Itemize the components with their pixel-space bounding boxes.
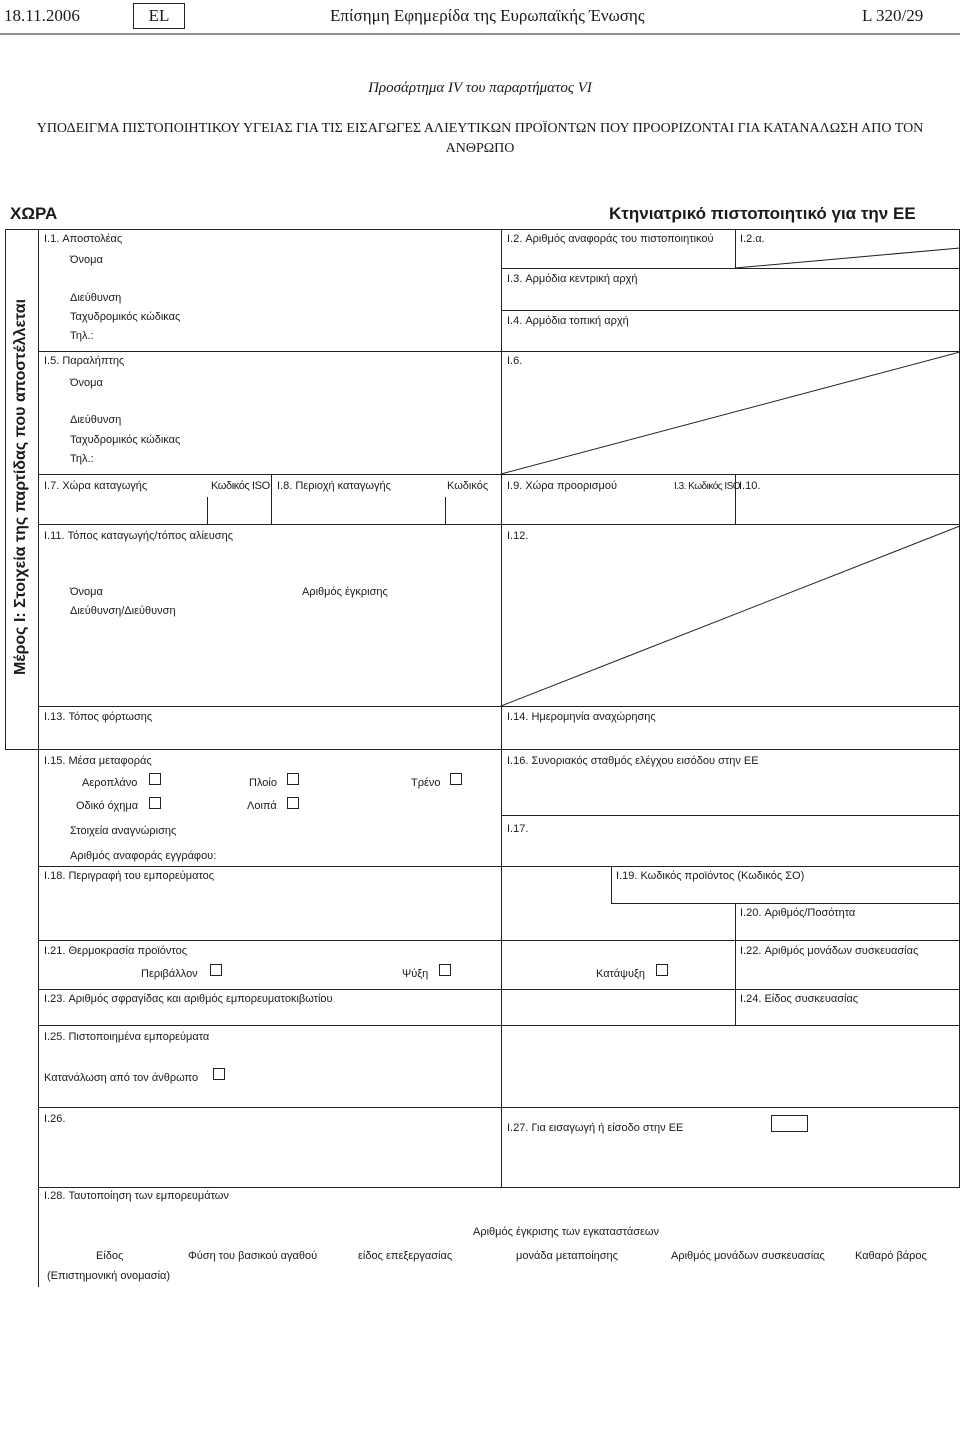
field-i25: I.25. Πιστοποιημένα εμπορεύματα — [44, 1031, 210, 1043]
i15-other-checkbox[interactable] — [287, 797, 299, 809]
i28-approval-number: Αριθμός έγκρισης των εγκαταστάσεων — [473, 1226, 659, 1238]
i15-road-checkbox[interactable] — [149, 797, 161, 809]
field-i17: I.17. — [507, 823, 529, 835]
i11-name: Όνομα — [70, 586, 103, 598]
i15-ship-label: Πλοίο — [249, 777, 277, 789]
part-one-side-label: Μέρος I: Στοιχεία της παρτίδας που αποστέλλεται — [12, 298, 29, 676]
field-i10: I.10. — [739, 480, 761, 492]
i15-identification: Στοιχεία αναγνώρισης — [70, 825, 177, 837]
i21-chilled-label: Ψύξη — [402, 968, 429, 980]
field-i21: I.21. Θερμοκρασία προϊόντος — [44, 945, 188, 957]
field-i20: I.20. Αριθμός/Ποσότητα — [740, 907, 856, 919]
i28-col-commodity: Φύση του βασικού αγαθού — [188, 1250, 318, 1262]
i15-plane-checkbox[interactable] — [149, 773, 161, 785]
field-i13: I.13. Τόπος φόρτωσης — [44, 711, 153, 723]
field-i5: I.5. Παραλήπτης — [44, 355, 125, 367]
i28-scientific-name: (Επιστημονική ονομασία) — [47, 1270, 171, 1282]
field-i16: I.16. Συνοριακός σταθμός ελέγχου εισόδου στην ΕΕ — [507, 755, 759, 767]
field-i15: I.15. Μέσα μεταφοράς — [44, 755, 152, 767]
i28-col-packages: Αριθμός μονάδων συσκευασίας — [671, 1250, 825, 1262]
main-title-line2: ΑΝΘΡΩΠΟ — [445, 141, 515, 156]
i15-train-checkbox[interactable] — [450, 773, 462, 785]
field-i9: I.9. Χώρα προορισμού — [507, 480, 617, 492]
i5-name: Όνομα — [70, 377, 103, 389]
field-i12: I.12. — [507, 530, 529, 542]
field-i8: I.8. Περιοχή καταγωγής — [277, 480, 391, 492]
i15-plane-label: Αεροπλάνο — [82, 777, 138, 789]
i28-col-treatment: είδος επεξεργασίας — [358, 1250, 453, 1262]
language-box: EL — [133, 3, 185, 29]
journal-name: Επίσημη Εφημερίδα της Ευρωπαϊκής Ένωσης — [330, 6, 645, 25]
field-i27: I.27. Για εισαγωγή ή είσοδο στην ΕΕ — [507, 1122, 684, 1134]
i9-iso-code: I.3. Κωδικός ISO — [674, 481, 741, 492]
country-label: ΧΩΡΑ — [10, 204, 58, 223]
field-i28: I.28. Ταυτοποίηση των εμπορευμάτων — [44, 1190, 229, 1202]
i21-frozen-label: Κατάψυξη — [596, 968, 646, 980]
i15-road-label: Οδικό όχημα — [76, 800, 139, 812]
i25-human-consumption-label: Κατανάλωση από τον άνθρωπο — [44, 1072, 199, 1084]
i5-postal-code: Ταχυδρομικός κώδικας — [70, 434, 181, 446]
i15-other-label: Λοιπά — [247, 800, 277, 812]
i21-ambient-checkbox[interactable] — [210, 964, 222, 976]
certificate-title: Κτηνιατρικό πιστοποιητικό για την ΕΕ — [609, 204, 916, 223]
i1-postal-code: Ταχυδρομικός κώδικας — [70, 311, 181, 323]
i15-ship-checkbox[interactable] — [287, 773, 299, 785]
i15-train-label: Τρένο — [411, 777, 441, 789]
i1-address: Διεύθυνση — [70, 292, 122, 304]
field-i24: I.24. Είδος συσκευασίας — [740, 993, 859, 1005]
i28-col-plant: μονάδα μεταποίησης — [516, 1250, 618, 1262]
i7-iso-code: Κωδικός ISO — [211, 480, 270, 492]
i21-frozen-checkbox[interactable] — [656, 964, 668, 976]
i11-address: Διεύθυνση/Διεύθυνση — [70, 605, 176, 617]
i25-human-consumption-checkbox[interactable] — [213, 1068, 225, 1080]
i21-ambient-label: Περιβάλλον — [141, 968, 198, 980]
field-i22: I.22. Αριθμός μονάδων συσκευασίας — [740, 945, 919, 957]
field-i26: I.26. — [44, 1113, 66, 1125]
field-i2a: I.2.α. — [740, 233, 765, 245]
appendix-title: Προσάρτημα IV του παραρτήματος VI — [368, 80, 592, 96]
i28-col-net-weight: Καθαρό βάρος — [855, 1250, 927, 1262]
i5-address: Διεύθυνση — [70, 414, 122, 426]
i28-col-species: Είδος — [96, 1250, 124, 1262]
i1-name: Όνομα — [70, 254, 103, 266]
i11-approval-number: Αριθμός έγκρισης — [302, 586, 388, 598]
i8-code: Κωδικός — [447, 480, 489, 492]
field-i2: I.2. Αριθμός αναφοράς του πιστοποιητικού — [507, 233, 714, 245]
field-i23: I.23. Αριθμός σφραγίδας και αριθμός εμπορευματοκιβωτίου — [44, 993, 333, 1005]
i15-document-reference: Αριθμός αναφοράς εγγράφου: — [70, 850, 217, 862]
field-i3: I.3. Αρμόδια κεντρική αρχή — [507, 273, 638, 285]
field-i4: I.4. Αρμόδια τοπική αρχή — [507, 315, 629, 327]
field-i14: I.14. Ημερομηνία αναχώρησης — [507, 711, 656, 723]
field-i1: I.1. Αποστολέας — [44, 233, 123, 245]
field-i7: I.7. Χώρα καταγωγής — [44, 480, 148, 492]
i1-phone: Τηλ.: — [70, 330, 94, 342]
i5-phone: Τηλ.: — [70, 453, 94, 465]
page-number: L 320/29 — [862, 6, 924, 25]
field-i6: I.6. — [507, 355, 523, 367]
field-i11: I.11. Τόπος καταγωγής/τόπος αλίευσης — [44, 530, 234, 542]
field-i18: I.18. Περιγραφή του εμπορεύματος — [44, 870, 215, 882]
publication-date: 18.11.2006 — [4, 6, 80, 25]
field-i19: I.19. Κωδικός προϊόντος (Κωδικός ΣΟ) — [616, 870, 805, 882]
main-title-line1: ΥΠΟΔΕΙΓΜΑ ΠΙΣΤΟΠΟΙΗΤΙΚΟΥ ΥΓΕΙΑΣ ΓΙΑ ΤΙΣ ΕΙΣΑΓΩΓΕΣ ΑΛΙΕΥΤΙΚΩΝ ΠΡΟΪΟΝΤΩΝ ΠΟΥ ΠΡΟΟΡΙΖΟΝΤΑΙ ΓΙΑ ΚΑΤΑΝΑΛΩΣΗ ΑΠΟ ΤΟΝ — [36, 121, 924, 136]
i21-chilled-checkbox[interactable] — [439, 964, 451, 976]
